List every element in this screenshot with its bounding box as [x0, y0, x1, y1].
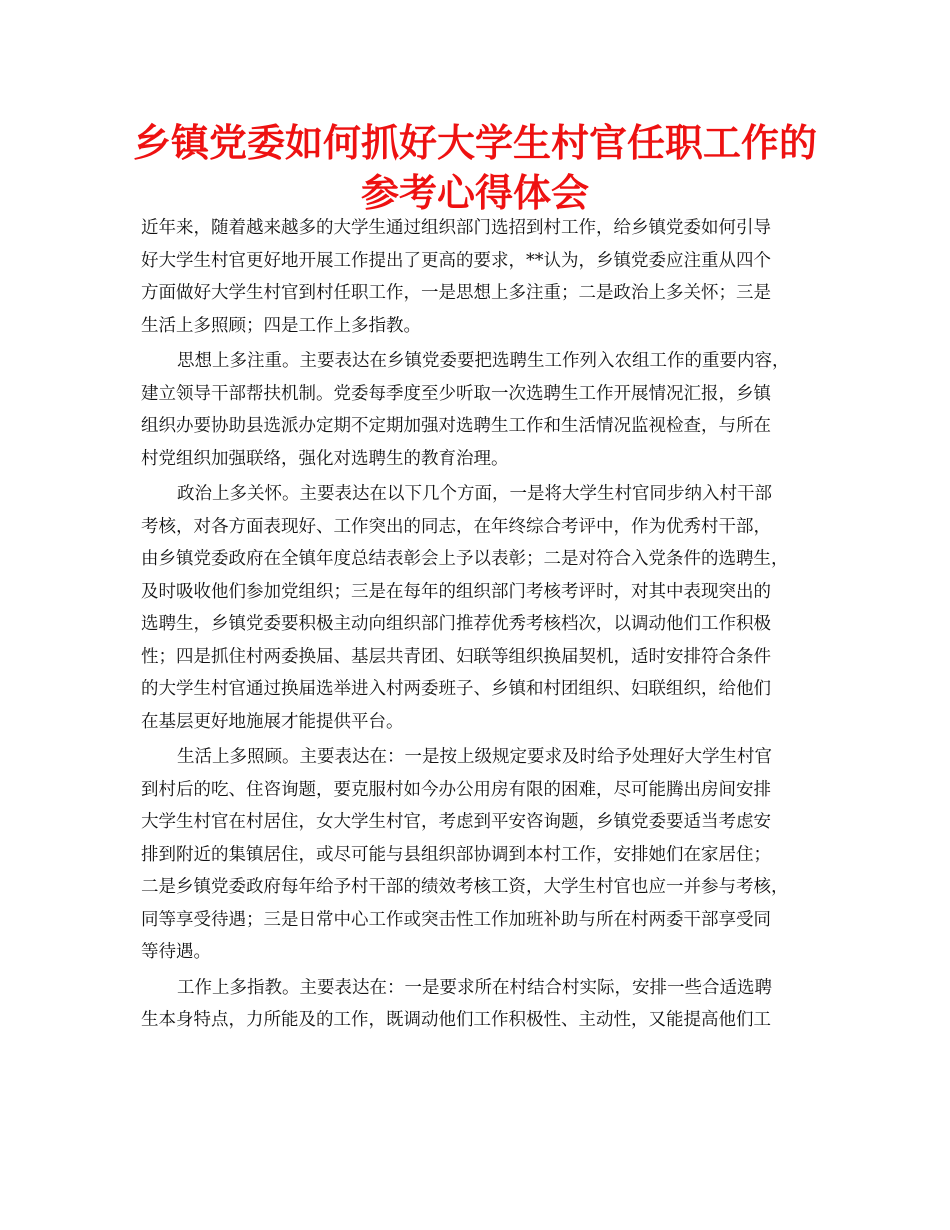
- text-line: 同等享受待遇；三是日常中心工作或突击性工作加班补助与所在村两委干部享受同: [141, 909, 771, 930]
- title-line: 乡镇党委如何抓好大学生村官任职工作的: [132, 121, 817, 165]
- text-line: 思想上多注重。主要表达在乡镇党委要把选聘生工作列入农组工作的重要内容，: [177, 351, 790, 371]
- text-line: 排到附近的集镇居住，或尽可能与县组织部协调到本村工作，安排她们在家居住；: [141, 844, 771, 865]
- text-line: 方面做好大学生村官到村任职工作，一是思想上多注重；二是政治上多关怀；三是: [141, 283, 771, 303]
- paragraph: [141, 972, 813, 1037]
- text-line: 的大学生村官通过换届选举进入村两委班子、乡镇和村团组织、妇联组织，给他们: [141, 679, 771, 699]
- text-line: 政治上多关怀。主要表达在以下几个方面，一是将大学生村官同步纳入村干部: [177, 484, 772, 504]
- text-line: 到村后的吃、住咨询题，要克服村如今办公用房有限的困难，尽可能腾出房间安排: [141, 779, 771, 800]
- text-line: 生活上多照顾。主要表达在：一是按上级规定要求及时给予处理好大学生村官: [177, 747, 772, 767]
- paragraph: [141, 478, 813, 738]
- paragraph: [141, 212, 813, 342]
- title-line: 参考心得体会: [360, 171, 589, 215]
- text-line: 生活上多照顾；四是工作上多指教。: [141, 315, 421, 336]
- text-line: 考核，对各方面表现好、工作突出的同志，在年终综合考评中，作为优秀村干部，: [141, 516, 771, 537]
- paragraph: [141, 345, 813, 475]
- text-line: 性；四是抓住村两委换届、基层共青团、妇联等组织换届契机，适时安排符合条件: [141, 646, 771, 667]
- text-line: 工作上多指教。主要表达在：一是要求所在村结合村实际，安排一些合适选聘: [177, 977, 772, 998]
- document-body: [141, 212, 813, 1040]
- text-line: 等待遇。: [141, 942, 211, 962]
- text-line: 及时吸收他们参加党组织；三是在每年的组织部门考核考评时，对其中表现突出的: [141, 581, 771, 602]
- text-line: 选聘生，乡镇党委要积极主动向组织部门推荐优秀考核档次，以调动他们工作积极: [141, 614, 771, 634]
- text-line: 由乡镇党委政府在全镇年度总结表彰会上予以表彰；二是对符合入党条件的选聘生，: [141, 549, 789, 569]
- text-line: 近年来，随着越来越多的大学生通过组织部门选招到村工作，给乡镇党委如何引导: [141, 218, 771, 238]
- text-line: 建立领导干部帮扶机制。党委每季度至少听取一次选聘生工作开展情况汇报，乡镇: [141, 383, 771, 404]
- text-line: 好大学生村官更好地开展工作提出了更高的要求，**认为，乡镇党委应注重从四个: [141, 250, 771, 271]
- text-line: 二是乡镇党委政府每年给予村干部的绩效考核工资，大学生村官也应一并参与考核，: [141, 877, 789, 897]
- text-line: 在基层更好地施展才能提供平台。: [141, 711, 404, 732]
- paragraph: [141, 741, 813, 969]
- text-line: 村党组织加强联络，强化对选聘生的教育治理。: [141, 448, 509, 469]
- text-line: 大学生村官在村居住，女大学生村官，考虑到平安咨询题，乡镇党委要适当考虑安: [141, 812, 771, 832]
- document-title: [100, 118, 850, 218]
- text-line: 组织办要协助县选派办定期不定期加强对选聘生工作和生活情况监视检查，与所在: [141, 416, 771, 436]
- text-line: 生本身特点，力所能及的工作，既调动他们工作积极性、主动性，又能提高他们工: [141, 1010, 771, 1030]
